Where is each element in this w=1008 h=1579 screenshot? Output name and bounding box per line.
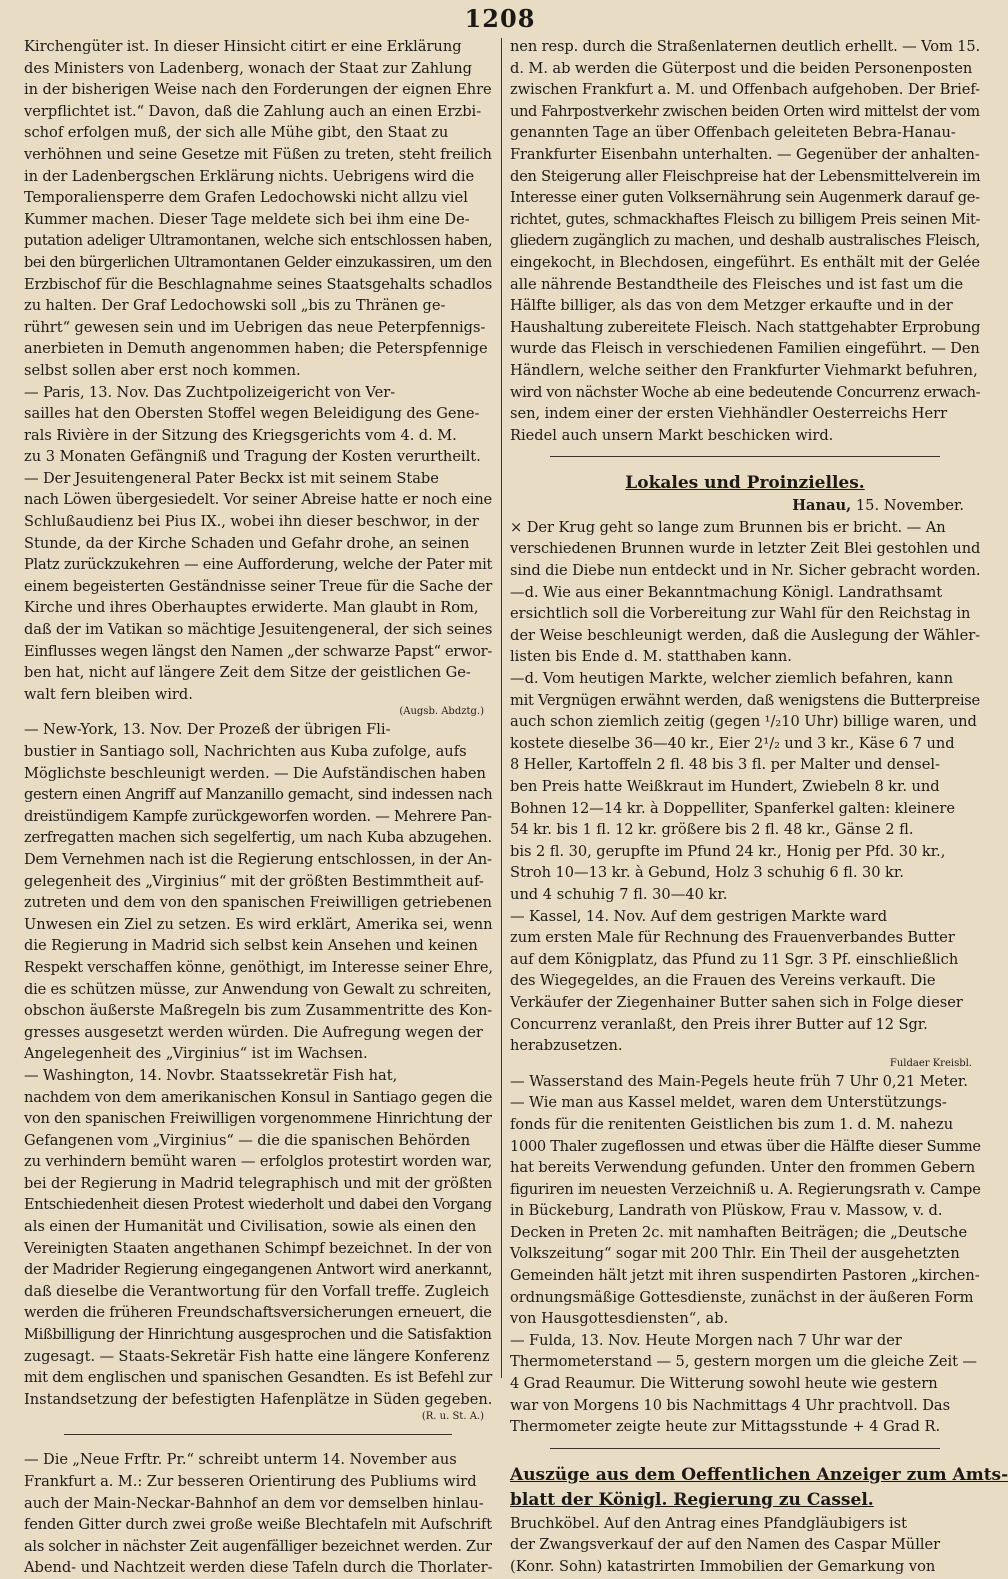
text-line: und 4 schuhig 7 fl. 30—40 kr. xyxy=(510,885,728,903)
text-line: — Die „Neue Frftr. Pr.“ schreibt unterm 14. November aus xyxy=(24,1451,457,1469)
text-line: der Madrider Regierung eingegangenen Antwort wird anerkannt, xyxy=(24,1261,493,1279)
text-line: gestern einen Angriff auf Manzanillo gemacht, sind indessen nach xyxy=(24,786,493,804)
text-line: gresses ausgesetzt werden würden. Die Aufregung wegen der xyxy=(24,1023,483,1041)
text-line: ersichtlich soll die Vorbereitung zur Wahl für den Reichstag in xyxy=(510,605,971,623)
article-ladenberg xyxy=(24,36,492,382)
section-rule xyxy=(64,1434,452,1435)
text-line: mit Vergnügen erwähnt werden, daß wenigstens die Butterpreise xyxy=(510,691,980,709)
source-rust: (R. u. St. A.) xyxy=(421,1411,484,1423)
text-line: — Washington, 14. Novbr. Staatssekretär Fish hat, xyxy=(24,1066,398,1084)
article-reichstag xyxy=(510,582,980,668)
text-line: walt fern bleiben wird. xyxy=(24,685,193,703)
text-line: die Regierung in Madrid sich selbst kein Ansehen und keinen xyxy=(24,937,478,955)
text-line: 1000 Thaler zugeflossen und etwas über die Hälfte dieser Summe xyxy=(510,1137,981,1155)
right-column xyxy=(510,36,1008,1575)
text-line: — Fulda, 13. Nov. Heute Morgen nach 7 Uhr war der xyxy=(510,1331,902,1349)
text-line: fenden Gitter durch zwei große weiße Blechtafeln mit Aufschrift xyxy=(24,1516,492,1534)
text-line: zutreten und dem von den spanischen Freiwilligen getriebenen xyxy=(24,894,492,912)
text-line: Unwesen ein Ziel zu setzen. Es wird erklärt, Amerika sei, wenn xyxy=(24,915,493,933)
text-line: ordnungsmäßige Gottesdienste, zunächst in der äußeren Form xyxy=(510,1288,974,1306)
text-line: mit dem englischen und spanischen Gesandten. Es ist Befehl zur xyxy=(24,1369,493,1387)
text-line: verhöhnen und seine Gesetze mit Füßen zu treten, steht freilich xyxy=(24,145,492,163)
article-wasserstand xyxy=(510,1071,980,1093)
text-line: Schlußaudienz bei Pius IX., wobei ihn dieser beschwor, in der xyxy=(24,513,479,531)
text-line: bustier in Santiago soll, Nachrichten aus Kuba zufolge, aufs xyxy=(24,743,467,760)
source-fuldaer: Fuldaer Kreisbl. xyxy=(889,1057,972,1069)
page-number: 1208 xyxy=(464,4,536,33)
text-line: war von Morgens 10 bis Nachmittags 4 Uhr prachtvoll. Das xyxy=(510,1396,951,1414)
text-line: fonds für die renitenten Geistlichen bis zum 1. d. M. nahezu xyxy=(510,1115,954,1133)
text-line: die es schützen müsse, zur Anwendung von Gewalt zu schreiten, xyxy=(24,980,492,998)
text-line: Instandsetzung der befestigten Hafenplätze in Süden gegeben. xyxy=(24,1390,493,1408)
text-line: alle nährende Bestandtheile des Fleisches und ist fast um die xyxy=(510,275,964,293)
text-line: sen, indem einer der ersten Viehhändler Oesterreichs Herr xyxy=(510,405,948,423)
text-line: genannten Tage an über Offenbach geleiteten Bebra-Hanau- xyxy=(510,124,956,142)
text-line: Mißbilligung der Hinrichtung ausgesprochen und die Satisfaktion xyxy=(24,1326,492,1344)
section-heading-anzeiger xyxy=(510,1463,1008,1513)
dateline-hanau xyxy=(510,495,980,517)
text-line: von Hausgottesdiensten“, ab. xyxy=(510,1310,729,1328)
text-line: 8 Heller, Kartoffeln 2 fl. 48 bis 3 fl. per Malter und densel- xyxy=(510,756,940,774)
text-line: zugesagt. — Staats-Sekretär Fish hatte eine längere Konferenz xyxy=(24,1347,490,1365)
text-line: von den spanischen Freiwilligen vorgenommene Hinrichtung der xyxy=(24,1110,492,1128)
text-line: sind die Diebe nun entdeckt und in Nr. Sicher gebracht worden. xyxy=(510,562,981,580)
text-line: verpflichtet ist.“ Davon, daß die Zahlung auch an einen Erzbi- xyxy=(24,102,482,120)
text-line: des Wiegegeldes, an die Frauen des Vereins verkauft. Die xyxy=(510,972,936,990)
text-line: schof erfolgen muß, der sich alle Mühe gibt, den Staat zu xyxy=(24,124,449,142)
text-line: Einflusses wegen längst den Namen „der schwarze Papst“ erwor- xyxy=(24,642,492,660)
text-line: — Wasserstand des Main-Pegels heute früh 7 Uhr 0,21 Meter. xyxy=(510,1072,968,1090)
text-line: Bruchköbel. Auf den Antrag eines Pfandgläubigers ist xyxy=(510,1514,908,1532)
text-line: — Wie man aus Kassel meldet, waren dem Unterstützungs- xyxy=(510,1094,947,1112)
article-frankfurt xyxy=(24,1449,492,1579)
article-paris xyxy=(24,382,492,468)
text-line: Hälfte billiger, als das von dem Metzger erkaufte und in der xyxy=(510,297,953,315)
text-line: auch der Main-Neckar-Bahnhof an dem vor demselben hinlau- xyxy=(24,1494,484,1512)
text-line: Entschiedenheit diesen Protest wiederholt und dabei den Vorgang xyxy=(24,1196,492,1214)
text-line: 4 Grad Reaumur. Die Witterung sowohl heute wie gestern xyxy=(510,1375,938,1393)
text-line: in Bückeburg, Landrath von Plüskow, Frau v. Massow, v. d. xyxy=(510,1202,943,1220)
text-line: als solcher in nächster Zeit augenfälliger bezeichnet werden. Zur xyxy=(24,1537,492,1555)
left-column xyxy=(24,36,493,1577)
text-line: hat bereits Verwendung gefunden. Unter den frommen Gebern xyxy=(510,1159,976,1177)
text-line: rals Rivière in der Sitzung des Kriegsgerichts vom 4. d. M. xyxy=(24,426,457,444)
text-line: Auszüge aus dem Oeffentlichen Anzeiger zum Amts- xyxy=(510,1464,1008,1485)
text-line: Stroh 10—13 kr. à Gebund, Holz 3 schuhig 6 fl. 30 kr. xyxy=(510,864,904,882)
text-line: Vereinigten Staaten angethanen Schimpf bezeichnet. In der von xyxy=(24,1239,492,1257)
text-line: der Weise beschleunigt werden, daß die Auslegung der Wähler- xyxy=(510,626,981,644)
text-line: nen resp. durch die Straßenlaternen deutlich erhellt. — Vom 15. xyxy=(510,38,981,55)
text-line: nach Löwen übergesiedelt. Vor seiner Abreise hatte er noch eine xyxy=(24,491,492,509)
text-line: Verkäufer der Ziegenhainer Butter sahen sich in Folge dieser xyxy=(510,993,963,1011)
text-line: zu halten. Der Graf Ledochowski soll „bis zu Thränen ge- xyxy=(24,297,446,315)
text-line: bei den bürgerlichen Ultramontanen Gelder einzukassiren, um den xyxy=(24,253,492,271)
section-heading-local: Lokales und Proinzielles. xyxy=(625,473,865,494)
text-line: Abend- und Nachtzeit werden diese Tafeln durch die Thorlater- xyxy=(24,1559,493,1577)
text-line: d. M. ab werden die Güterpost und die beiden Personenposten xyxy=(510,59,973,77)
column-divider xyxy=(501,38,502,1378)
place-hanau: Hanau, xyxy=(792,497,852,515)
text-line: Frankfurt a. M.: Zur besseren Orientirung des Publiums wird xyxy=(24,1473,477,1490)
text-line: einem begeisterten Geständnisse seiner Treue für die Sache der xyxy=(24,577,493,595)
text-line: nachdem von dem amerikanischen Konsul in Santiago gegen die xyxy=(24,1088,493,1106)
text-line: Platz zurückzukehren — eine Aufforderung, welche der Pater mit xyxy=(24,556,493,574)
article-washington xyxy=(24,1065,492,1411)
text-line: wurde das Fleisch in verschiedenen Familien eingeführt. — Den xyxy=(510,340,980,358)
text-line: bis 2 fl. 30, gerupfte im Pfund 24 kr., Honig per Pfd. 30 kr., xyxy=(510,842,946,860)
text-line: × Der Krug geht so lange zum Brunnen bis er bricht. — An xyxy=(510,518,946,536)
text-line: Respekt verschaffen könne, genöthigt, im Interesse seiner Ehre, xyxy=(24,958,493,976)
text-line: werden die früheren Freundschaftsversicherungen erneuert, die xyxy=(24,1304,492,1322)
text-line: wird von nächster Woche ab eine bedeutende Concurrenz erwach- xyxy=(510,383,981,401)
text-line: zum ersten Male für Rechnung des Frauenverbandes Butter xyxy=(510,929,955,947)
text-line: blatt der Königl. Regierung zu Cassel. xyxy=(510,1489,874,1510)
text-line: Kirchengüter ist. In dieser Hinsicht citirt er eine Erklärung xyxy=(24,38,462,55)
text-line: des Ministers von Ladenberg, wonach der Staat zur Zahlung xyxy=(24,59,472,77)
text-line: Möglichste beschleunigt werden. — Die Aufständischen haben xyxy=(24,764,486,782)
article-brunnen xyxy=(510,517,980,582)
text-line: herabzusetzen. xyxy=(510,1037,623,1055)
text-line: ben hat, nicht auf längere Zeit dem Sitze der geistlichen Ge- xyxy=(24,664,471,682)
text-line: Concurrenz veranlaßt, den Preis ihrer Butter auf 12 Sgr. xyxy=(510,1015,928,1033)
article-kassel xyxy=(510,906,980,1057)
article-jesuits xyxy=(24,468,492,706)
text-line: Temporaliensperre dem Grafen Ledochowski nicht allzu viel xyxy=(24,189,468,207)
text-line: der Zwangsverkauf der auf den Namen des Caspar Müller xyxy=(510,1536,941,1554)
text-line: gliedern zugänglich zu machen, und deshalb australisches Fleisch, xyxy=(510,232,980,250)
text-line: als einen der Humanität und Civilisation, sowie als einen den xyxy=(24,1218,477,1236)
text-line: anerbieten in Demuth angenommen haben; die Peterspfennige xyxy=(24,340,488,358)
article-fulda xyxy=(510,1330,980,1438)
text-line: Haushaltung zubereitete Fleisch. Nach stattgehabter Erprobung xyxy=(510,318,981,336)
text-line: in der bisherigen Weise nach den Forderungen der eignen Ehre xyxy=(24,81,492,99)
text-line: rührt“ gewesen sein und im Uebrigen das neue Peterpfennigs- xyxy=(24,318,486,336)
article-bruchkoebel xyxy=(510,1513,980,1578)
article-frankfurt-cont xyxy=(510,36,980,446)
section-rule-2 xyxy=(550,456,940,457)
text-line: verschiedenen Brunnen wurde in letzter Zeit Blei gestohlen und xyxy=(510,540,981,558)
text-line: Dem Vernehmen nach ist die Regierung entschlossen, in der An- xyxy=(24,850,492,868)
text-line: —d. Wie aus einer Bekanntmachung Königl. Landrathsamt xyxy=(510,583,943,601)
text-line: Thermometerstand — 5, gestern morgen um die gleiche Zeit — xyxy=(510,1353,978,1371)
text-line: ben Preis hatte Weißkraut im Hundert, Zwiebeln 8 kr. und xyxy=(510,778,940,795)
article-markt xyxy=(510,668,980,906)
text-line: daß dieselbe die Verantwortung für den Vorfall treffe. Zugleich xyxy=(24,1282,490,1300)
text-line: Interesse einer guten Volksernährung sein Augenmerk darauf ge- xyxy=(510,189,980,207)
text-line: daß der im Vatikan so mächtige Jesuitengeneral, der sich seines xyxy=(24,621,493,639)
text-line: zwischen Frankfurt a. M. und Offenbach aufgehoben. Der Brief- xyxy=(510,81,981,99)
text-line: listen bis Ende d. M. statthaben kann. xyxy=(510,648,792,666)
text-line: richtet, gutes, schmackhaftes Fleisch zu billigem Preis seinen Mit- xyxy=(510,210,981,228)
text-line: dreistündigem Kampfe zurückgeworfen worden. — Mehrere Pan- xyxy=(24,807,492,825)
text-line: auf dem Königplatz, das Pfund zu 11 Sgr. 3 Pf. einschließlich xyxy=(510,950,959,968)
text-line: (Konr. Sohn) katastrirten Immobilien der Gemarkung von xyxy=(510,1558,936,1575)
text-line: — New-York, 13. Nov. Der Prozeß der übrigen Fli- xyxy=(24,721,391,739)
text-line: in der Ladenbergschen Erklärung nichts. Uebrigens wird die xyxy=(24,167,475,185)
text-line: zu verhindern bemüht waren — erfolglos protestirt worden war, xyxy=(24,1153,493,1171)
text-line: zu 3 Monaten Gefängniß und Tragung der Kosten verurtheilt. xyxy=(24,448,481,466)
text-line: Kummer machen. Dieser Tage meldete sich bei ihm eine De- xyxy=(24,210,470,228)
text-line: Frankfurter Eisenbahn unterhalten. — Gegenüber der anhalten- xyxy=(510,145,980,163)
text-line: kostete dieselbe 36—40 kr., Eier 2¹/₂ und 3 kr., Käse 6 7 und xyxy=(510,734,955,752)
text-line: — Paris, 13. Nov. Das Zuchtpolizeigericht von Ver- xyxy=(24,383,396,401)
text-line: Gefangenen vom „Virginius“ — die die spanischen Behörden xyxy=(24,1131,471,1149)
text-line: Stunde, da der Kirche Schaden und Gefahr drohe, an seinen xyxy=(24,534,470,552)
section-rule-3 xyxy=(550,1448,940,1449)
article-unterstuetzung xyxy=(510,1092,980,1330)
text-line: Angelegenheit des „Virginius“ ist im Wachsen. xyxy=(24,1045,368,1063)
text-line: bei der Regierung in Madrid telegraphisch und mit der größten xyxy=(24,1174,493,1192)
text-line: auch schon ziemlich zeitig (gegen ¹/₂10 Uhr) billige waren, und xyxy=(510,713,977,731)
text-line: gelegenheit des „Virginius“ mit der größten Bestimmtheit auf- xyxy=(24,872,484,890)
text-line: — Der Jesuitengeneral Pater Beckx ist mit seinem Stabe xyxy=(24,469,439,487)
text-line: 54 kr. bis 1 fl. 12 kr. größere bis 2 fl. 48 kr., Gänse 2 fl. xyxy=(510,821,914,839)
text-line: — Kassel, 14. Nov. Auf dem gestrigen Markte ward xyxy=(510,907,888,925)
text-line: obschon äußerste Maßregeln bis zum Zusammentritte des Kon- xyxy=(24,1002,493,1020)
text-line: Thermometer zeigte heute zur Mittagsstunde + 4 Grad R. xyxy=(510,1418,941,1436)
text-line: sailles hat den Obersten Stoffel wegen Beleidigung des Gene- xyxy=(24,405,480,423)
text-line: den Steigerung aller Fleischpreise hat der Lebensmittelverein im xyxy=(510,167,981,185)
source-augsb: (Augsb. Abdztg.) xyxy=(399,706,484,718)
text-line: Decken in Preten 2c. mit namhaften Beiträgen; die „Deutsche xyxy=(510,1223,968,1241)
text-line: Erzbischof für die Beschlagnahme seines Staatsgehalts schadlos xyxy=(24,275,493,293)
text-line: Bohnen 12—14 kr. à Doppelliter, Spanferkel galten: kleinere xyxy=(510,799,956,817)
text-line: selbst sollen aber erst noch kommen. xyxy=(24,361,301,379)
text-line: Gemeinden hält jetzt mit ihren suspendirten Pastoren „kirchen- xyxy=(510,1267,980,1285)
text-line: Volkszeitung“ sogar mit 200 Thlr. Ein Theil der ausgehetzten xyxy=(510,1245,960,1263)
text-line: —d. Vom heutigen Markte, welcher ziemlich befahren, kann xyxy=(510,670,954,688)
article-new-york xyxy=(24,719,492,1065)
text-line: figuriren im neuesten Verzeichniß u. A. Regierungsrath v. Campe xyxy=(510,1180,981,1198)
date-hanau: 15. November. xyxy=(855,497,964,515)
text-line: Händlern, welche seither den Frankfurter Viehmarkt befuhren, xyxy=(510,361,978,379)
text-line: eingekocht, in Blechdosen, eingeführt. Es enthält mit der Gelée xyxy=(510,253,981,271)
text-line: putation adeliger Ultramontanen, welche sich entschlossen haben, xyxy=(24,232,493,250)
text-line: Kirche und ihres Oberhauptes erwiderte. Man glaubt in Rom, xyxy=(24,599,479,617)
text-line: zerfregatten machen sich segelfertig, um nach Kuba abzugehen. xyxy=(24,829,492,847)
text-line: und Fahrpostverkehr zwischen beiden Orten wird mittelst der vom xyxy=(510,102,980,120)
text-line: Riedel auch unsern Markt beschicken wird. xyxy=(510,426,834,444)
